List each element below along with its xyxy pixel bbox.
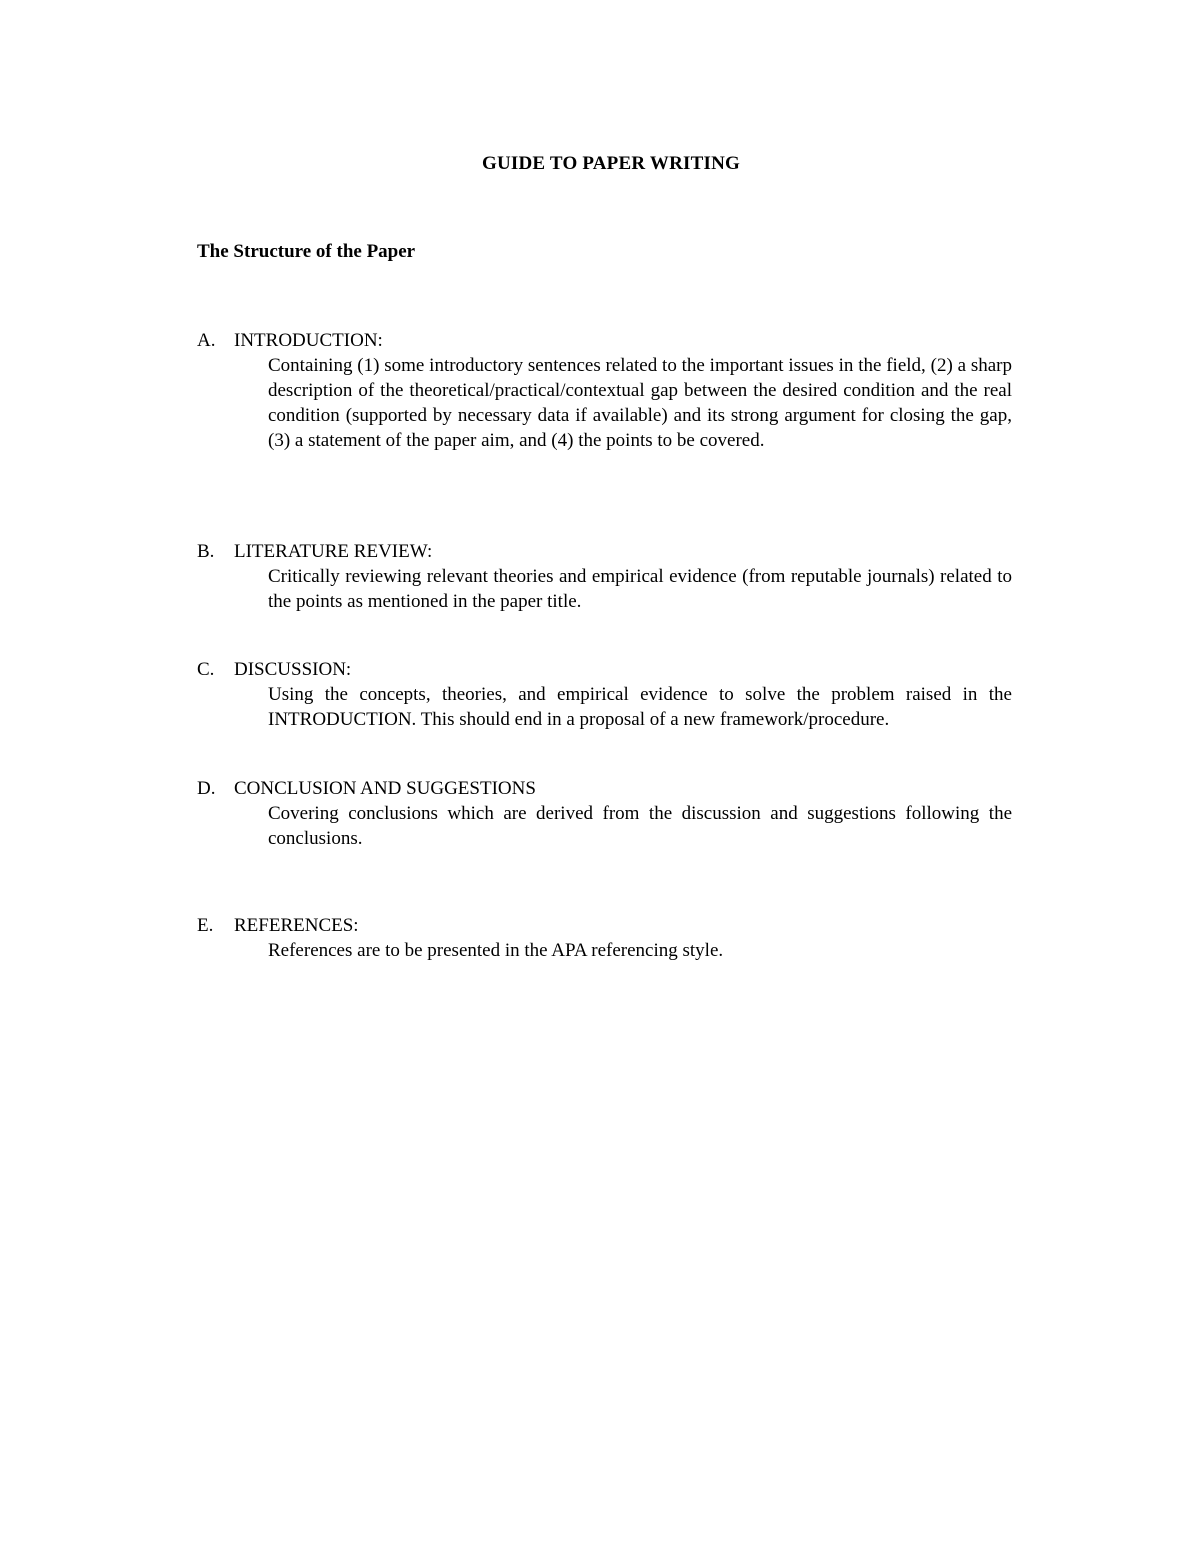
section-body: Containing (1) some introductory sentences related to the important issues in the field, (2) a sharp description of the theoretical/practical/contextual gap between the desired condition and the real condition (supported by necessary data if available) and its strong argument for closing the gap, (3) a statement of the paper aim, and (4) the points to be covered.	[268, 355, 1012, 451]
section-discussion	[197, 657, 1012, 732]
section-letter: C.	[197, 659, 215, 680]
section-body: References are to be presented in the APA referencing style.	[268, 940, 724, 961]
section-body: Critically reviewing relevant theories and empirical evidence (from reputable journals) related to the points as mentioned in the paper title.	[268, 566, 1012, 612]
section-references	[197, 913, 1012, 963]
section-heading: REFERENCES:	[234, 915, 359, 936]
section-body: Using the concepts, theories, and empirical evidence to solve the problem raised in the INTRODUCTION. This should end in a proposal of a new framework/procedure.	[268, 684, 1012, 730]
section-heading: LITERATURE REVIEW:	[234, 541, 433, 562]
section-header	[197, 539, 1012, 564]
section-header	[197, 776, 1012, 801]
section-header	[197, 913, 1012, 938]
document-subtitle: The Structure of the Paper	[197, 241, 416, 262]
section-heading: INTRODUCTION:	[234, 330, 383, 351]
document-title: GUIDE TO PAPER WRITING	[482, 153, 740, 174]
section-letter: D.	[197, 778, 216, 799]
section-letter: E.	[197, 915, 214, 936]
section-introduction	[197, 328, 1012, 453]
section-heading: DISCUSSION:	[234, 659, 352, 680]
section-heading: CONCLUSION AND SUGGESTIONS	[234, 778, 536, 799]
section-header	[197, 657, 1012, 682]
section-letter: B.	[197, 541, 215, 562]
section-literature-review	[197, 539, 1012, 614]
section-conclusion	[197, 776, 1012, 851]
section-letter: A.	[197, 330, 216, 351]
section-header	[197, 328, 1012, 353]
section-body: Covering conclusions which are derived from the discussion and suggestions following the conclusions.	[268, 803, 1012, 849]
